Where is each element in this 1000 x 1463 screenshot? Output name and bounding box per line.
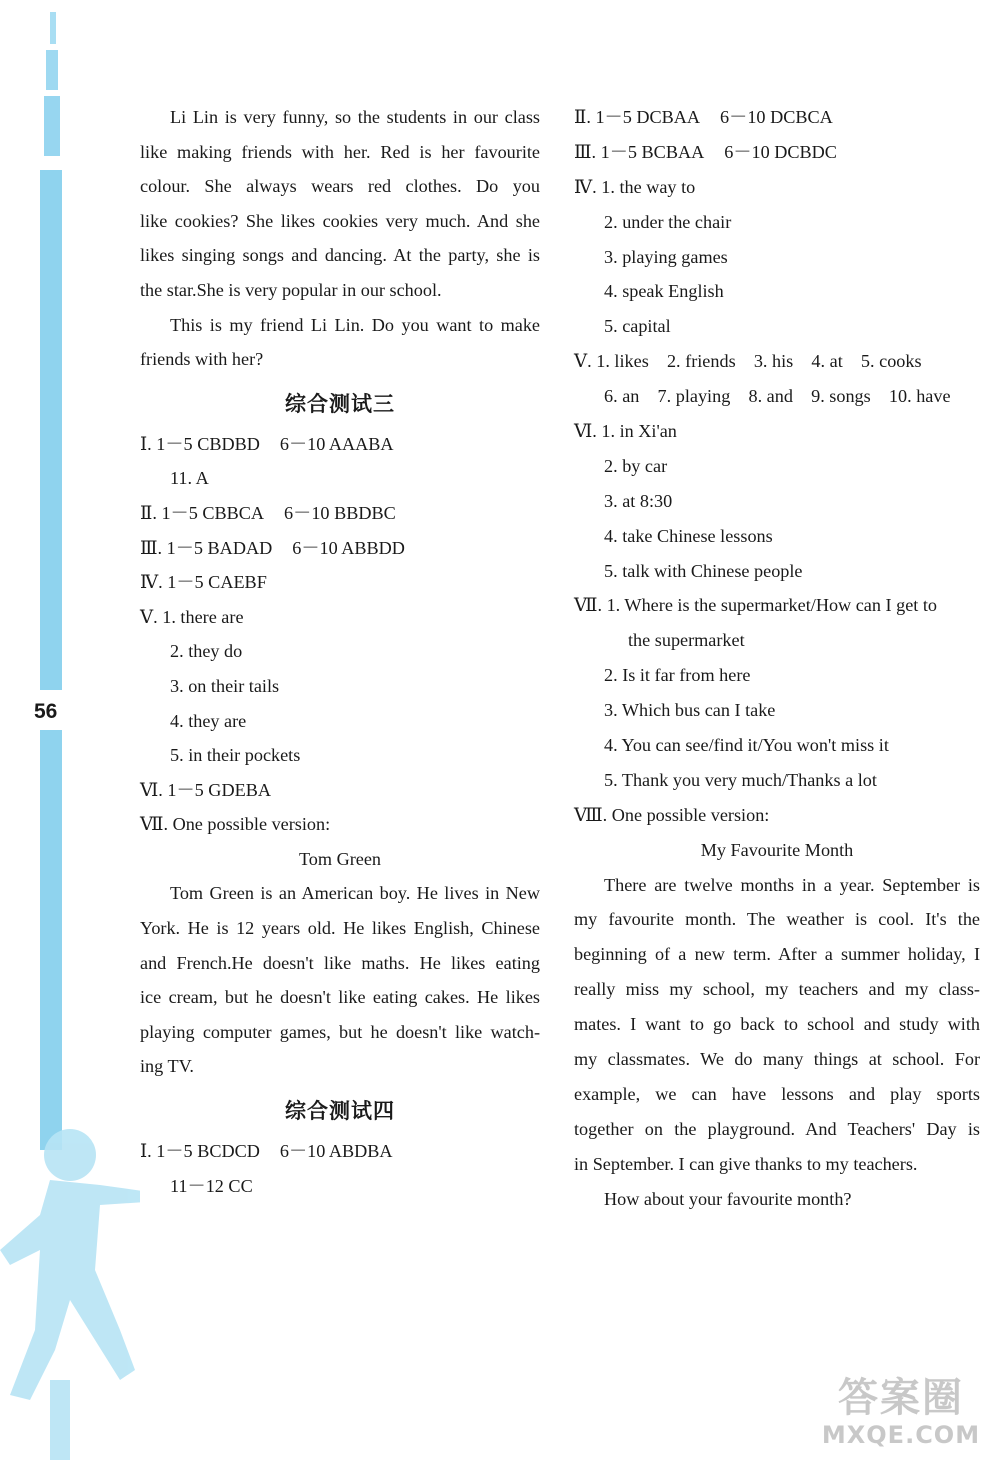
answer-text: Ⅰ. 1－5 CBDBD [140,433,260,454]
answer-text: 6－10 BBDBC [284,502,396,523]
essay-line: in September. I can give thanks to my teachers. [574,1153,918,1174]
answer-text: 6－10 AAABA [279,433,394,454]
answer-row [140,427,540,462]
answer-row [140,531,540,566]
answer-row: Ⅷ. One possible version: [574,804,770,825]
intro-line: like making friends with her. Red is her favourite [140,141,540,162]
answer-item: 3. at 8:30 [604,490,673,511]
answer-row: Ⅵ. 1－5 GDEBA [140,779,271,800]
essay-line: ice cream, but he doesn't like eating cakes. He likes [140,987,540,1008]
watermark-text: 答案圈 [838,1375,964,1421]
answer-row [140,496,540,531]
answer-text: 6－10 DCBDC [724,141,837,162]
answer-item: 5. capital [604,316,671,337]
essay-line: beginning of a new term. After a summer holiday, I [574,944,980,965]
answer-row [574,135,980,170]
answer-text: 6－10 ABDBA [279,1141,393,1162]
intro-line: like cookies? She likes cookies very much. And she [140,210,540,231]
answer-row: Ⅴ. 1. there are [140,606,244,627]
answer-row: 6. an 7. playing 8. and 9. songs 10. have [604,386,951,407]
essay-line: Tom Green is an American boy. He lives in New [170,883,540,904]
runner-silhouette-icon [0,1129,140,1460]
essay-line: and French.He doesn't like maths. He likes eating [140,952,540,973]
intro-line: Li Lin is very funny, so the students in our class [170,107,540,127]
answer-item: 2. Is it far from here [604,665,751,686]
page-number: 56 [34,700,58,723]
answer-item: the supermarket [628,630,745,651]
answer-item: 2. they do [170,641,243,662]
answer-row: Ⅳ. 1. the way to [574,176,696,197]
answer-text: Ⅲ. 1－5 BADAD [140,537,273,558]
essay-line: really miss my school, my teachers and my class- [574,979,980,1000]
intro-line: the star.She is very popular in our school. [140,279,442,300]
right-column [574,100,980,1217]
essay-line: York. He is 12 years old. He likes English, Chinese [140,918,540,939]
essay-closing: How about your favourite month? [604,1188,852,1209]
sidebar-decoration [0,0,140,1463]
essay-line: my classmates. We do many things at school. For [574,1049,980,1070]
watermark-logo [816,1375,986,1455]
answer-row: Ⅶ. One possible version: [140,814,331,835]
answer-text: 6－10 ABBDD [292,537,405,558]
answer-item: 4. take Chinese lessons [604,525,773,546]
left-column [140,100,540,1203]
answer-item: 4. they are [170,710,247,731]
intro-line: likes singing songs and dancing. At the party, she is [140,245,540,266]
answer-item: 5. talk with Chinese people [604,560,803,581]
answer-row: Ⅵ. 1. in Xi'an [574,421,677,442]
answer-text: Ⅱ. 1－5 DCBAA [574,107,701,127]
essay-line: playing computer games, but he doesn't like watch- [140,1021,540,1042]
answer-text: Ⅲ. 1－5 BCBAA [574,141,705,162]
answer-item: 3. playing games [604,246,728,267]
answer-row: Ⅴ. 1. likes 2. friends 3. his 4. at 5. cooks [574,351,922,372]
answer-item: 4. speak English [604,281,724,302]
answer-item: 2. under the chair [604,211,732,232]
essay-title: My Favourite Month [700,839,854,860]
answer-row: Ⅳ. 1－5 CAEBF [140,572,267,593]
answer-item: 2. by car [604,455,668,476]
answer-item: 3. on their tails [170,675,280,696]
essay-line: mates. I want to go back to school and study with [574,1014,980,1035]
answer-row: Ⅶ. 1. Where is the supermarket/How can I get to [574,595,938,616]
answer-text: Ⅱ. 1－5 CBBCA [140,502,265,523]
answer-row [140,1134,540,1169]
essay-line: ing TV. [140,1056,194,1077]
answer-row: 11. A [170,468,209,489]
intro-line: colour. She always wears red clothes. Do you [140,176,540,197]
closing-line: This is my friend Li Lin. Do you want to make [170,314,540,335]
answer-row [574,100,980,135]
essay-line: together on the playground. And Teachers' Day is [574,1118,980,1139]
closing-line: friends with her? [140,349,264,370]
answer-item: 3. Which bus can I take [604,700,776,721]
test4-title: 综合测试四 [285,1099,395,1124]
answer-item: 4. You can see/find it/You won't miss it [604,735,889,756]
answer-text: Ⅰ. 1－5 BCDCD [140,1141,260,1162]
answer-row: 11－12 CC [170,1175,253,1196]
test3-title: 综合测试三 [285,391,395,416]
essay-line: my favourite month. The weather is cool. It's the [574,909,980,930]
essay-line: There are twelve months in a year. September is [604,874,980,895]
essay-line: example, we can have lessons and play sports [574,1083,980,1104]
answer-item: 5. in their pockets [170,745,301,766]
answer-item: 5. Thank you very much/Thanks a lot [604,769,877,790]
essay-title: Tom Green [298,848,382,869]
watermark-url: MXQE.COM [821,1421,981,1449]
answer-text: 6－10 DCBCA [720,107,833,127]
